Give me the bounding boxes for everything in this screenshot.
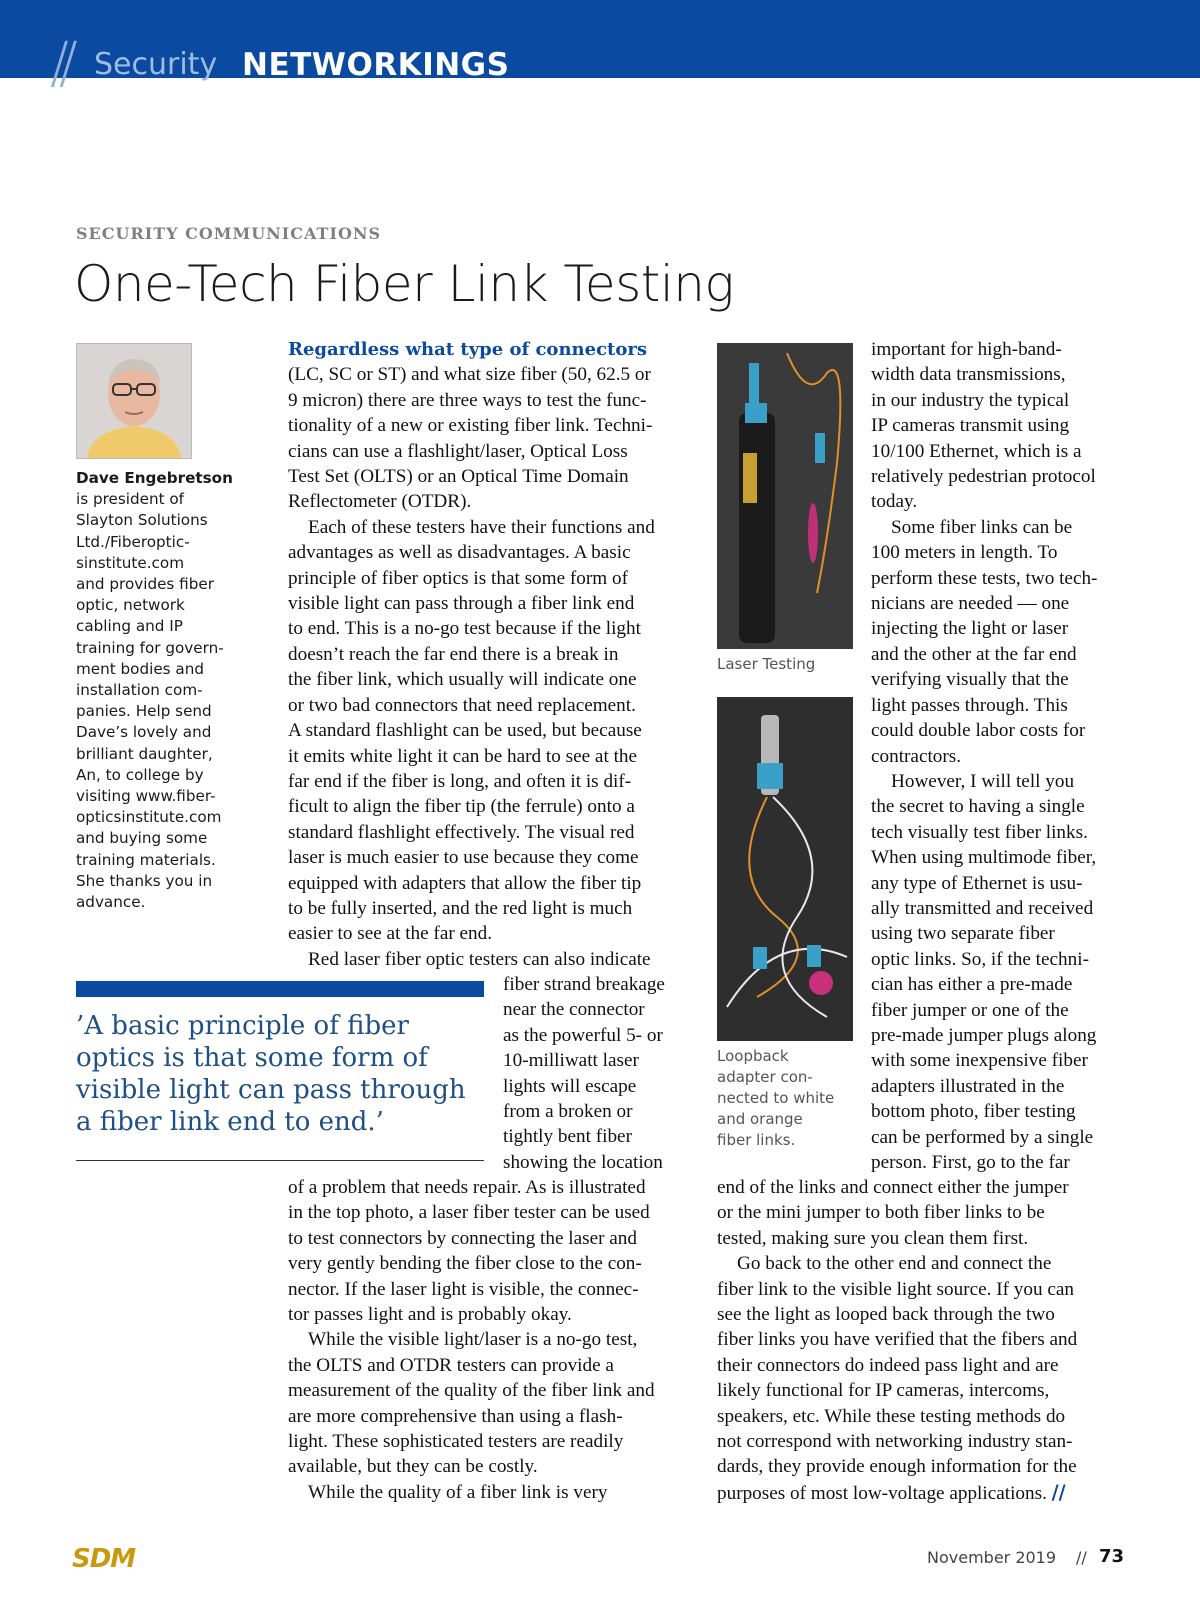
body-line: showing the location [503,1151,663,1173]
body-line: width data transmissions, [871,364,1066,386]
body-line: adapters illustrated in the [871,1075,1065,1097]
body-line: cian has either a pre-made [871,974,1073,996]
body-line: today. [871,491,918,513]
body-line: not correspond with networking industry stan- [717,1431,1073,1453]
body-line: are more comprehensive than using a flash- [288,1405,623,1427]
body-line: While the visible light/laser is a no-go test, [308,1329,638,1351]
body-line: from a broken or [503,1101,633,1123]
body-line: person. First, go to the far [871,1152,1070,1173]
body-line: the secret to having a single [871,796,1085,818]
page-number: 73 [1099,1546,1125,1567]
body-line: 9 micron) there are three ways to test the func- [288,389,647,411]
article-column-1-top [288,337,698,972]
body-line: laser is much easier to use because they come [288,847,639,869]
body-line: and the other at the far end [871,643,1077,665]
bio-line: advance. [76,893,146,912]
bio-line: ment bodies and [76,659,204,678]
footer-date: November 2019 [927,1548,1057,1567]
header-section-networkings: NETWORKINGS [242,47,510,83]
body-line: important for high-band- [871,339,1062,360]
body-line: any type of Ethernet is usu- [871,872,1083,894]
body-line: pre-made jumper plugs along [871,1024,1097,1046]
body-line: Each of these testers have their functions and [308,516,655,538]
bio-line: optic, network [76,596,185,615]
photo-loopback-caption [717,1046,857,1151]
body-line: (LC, SC or ST) and what size fiber (50, 62.5 or [288,364,651,386]
body-line: verifying visually that the [871,669,1069,691]
body-line: to be fully inserted, and the red light is much [288,897,633,919]
body-line: far end if the fiber is long, and often it is dif- [288,770,632,792]
body-line [717,1480,1137,1506]
body-line: standard flashlight effectively. The visual red [288,821,635,843]
lead-in: Regardless what type of connectors [288,339,647,360]
body-line: relatively pedestrian protocol [871,466,1096,488]
body-line: injecting the light or laser [871,618,1069,640]
bio-line: and buying some [76,829,208,848]
body-line: While the quality of a fiber link is very [308,1481,608,1503]
body-line: ficult to align the fiber tip (the ferrule) onto a [288,796,635,818]
body-line: as the powerful 5- or [503,1024,663,1046]
body-line: measurement of the quality of the fiber link and [288,1380,655,1402]
body-line: A standard flashlight can be used, but because [288,720,642,742]
bio-line: brilliant daughter, [76,744,213,763]
laser-tester-photo-icon [717,343,853,649]
body-line: 10/100 Ethernet, which is a [871,440,1082,462]
body-line: could double labor costs for [871,720,1086,742]
body-line: very gently bending the fiber close to the con- [288,1253,642,1275]
body-line: it emits white light it can be hard to see at the [288,745,638,767]
body-line: in the top photo, a laser fiber tester can be used [288,1202,650,1224]
caption-line: adapter con- [717,1068,813,1086]
body-line: Red laser fiber optic testers can also indicate [308,948,651,970]
article-kicker: SECURITY COMMUNICATIONS [76,224,382,243]
bio-line: visiting www.fiber- [76,787,216,806]
body-line: speakers, etc. While these testing methods do [717,1405,1066,1427]
photo-loopback-adapter [717,697,853,1041]
article-column-1-bottom [288,1175,698,1505]
body-line: doesn’t reach the far end there is a break in [288,643,619,665]
body-line: likely functional for IP cameras, intercoms, [717,1380,1050,1402]
body-line-last: purposes of most low-voltage applications. [717,1482,1047,1504]
body-line: near the connector [503,999,645,1021]
body-line: perform these tests, two tech- [871,567,1098,589]
caption-line: and orange [717,1110,803,1128]
body-line: can be performed by a single [871,1126,1094,1148]
body-line: light. These sophisticated testers are readily [288,1431,624,1453]
body-line: dards, they provide enough information for the [717,1456,1077,1478]
body-line: available, but they can be costly. [288,1456,538,1478]
body-line: fiber link to the visible light source. If you can [717,1278,1075,1300]
body-line: visible light can pass through a fiber link end [288,593,635,615]
bio-line: An, to college by [76,765,204,784]
sdm-logo: SDM [72,1544,136,1574]
caption-line: fiber links. [717,1131,796,1149]
caption-line: nected to white [717,1089,835,1107]
body-line: optic links. So, if the techni- [871,948,1089,970]
body-line: equipped with adapters that allow the fiber tip [288,872,642,894]
body-line: Some fiber links can be [891,516,1073,538]
bio-line: training for govern- [76,638,224,657]
body-line: the fiber link, which usually will indicate one [288,669,637,691]
body-line: ally transmitted and received [871,897,1094,919]
body-line: end of the links and connect either the jumper [717,1177,1069,1198]
footer-separator: // [1076,1548,1087,1567]
body-line: principle of fiber optics is that some form of [288,567,628,589]
body-line: their connectors do indeed pass light and are [717,1354,1059,1376]
body-line: tightly bent fiber [503,1126,632,1148]
bio-line: Slayton Solutions [76,511,208,530]
author-portrait-icon [77,344,191,458]
body-line: easier to see at the far end. [288,923,493,945]
photo-laser-testing [717,343,853,649]
article-column-2-bottom [717,1175,1137,1506]
body-line: cians can use a flashlight/laser, Optical Loss [288,440,628,462]
body-line: nector. If the laser light is visible, the connec- [288,1278,639,1300]
header-slash-mark: // [50,31,68,96]
author-photo [76,343,192,459]
body-line: tor passes light and is probably okay. [288,1304,572,1326]
body-line: nicians are needed — one [871,593,1070,615]
pull-quote-bar [76,981,484,997]
body-line: 100 meters in length. To [871,542,1058,564]
lead-line [288,337,698,362]
bio-line: She thanks you in [76,871,213,890]
bio-line: panies. Help send [76,702,212,721]
bio-line: sinstitute.com [76,553,184,572]
end-mark: // [1051,1480,1066,1504]
author-name: Dave Engebretson [76,469,233,487]
body-line: fiber links you have verified that the fibers and [717,1329,1078,1351]
article-title: One-Tech Fiber Link Testing [74,255,734,313]
author-bio [76,468,256,913]
body-line: or the mini jumper to both fiber links to be [717,1202,1045,1224]
body-line: lights will escape [503,1075,637,1097]
body-line: advantages as well as disadvantages. A basic [288,542,631,564]
body-line: Reflectometer (OTDR). [288,491,472,513]
bio-line: training materials. [76,850,216,869]
body-line: of a problem that needs repair. As is illustrated [288,1177,646,1198]
article-column-1-narrow [503,972,703,1175]
body-line: in our industry the typical [871,389,1070,411]
body-line: to test connectors by connecting the laser and [288,1227,637,1249]
bio-line: opticsinstitute.com [76,808,222,827]
body-line: IP cameras transmit using [871,415,1070,437]
bio-line: and provides fiber [76,575,214,594]
body-line: or two bad connectors that need replacement. [288,694,636,716]
body-line: 10-milliwatt laser [503,1050,639,1072]
author-bio-text [76,489,256,913]
bio-line: is president of [76,490,185,509]
body-line: bottom photo, fiber testing [871,1101,1076,1123]
loopback-adapter-photo-icon [717,697,853,1041]
body-line: Test Set (OLTS) or an Optical Time Domain [288,466,629,488]
body-line: to end. This is a no-go test because if the light [288,618,641,640]
article-column-2 [871,337,1131,1175]
pull-quote: ’A basic principle of fiber optics is that some form of visible light can pass through a fiber link end to end.’ [76,1011,466,1137]
bio-line: installation com- [76,681,203,700]
bio-line: Dave’s lovely and [76,723,212,742]
bio-line: cabling and IP [76,617,183,636]
body-line: Go back to the other end and connect the [737,1253,1052,1275]
header-section-security: Security [94,47,218,82]
body-line: tested, making sure you clean them first. [717,1227,1029,1249]
body-line: with some inexpensive fiber [871,1050,1088,1072]
body-line: light passes through. This [871,694,1068,716]
body-line: tionality of a new or existing fiber link. Techni- [288,415,653,437]
body-line: using two separate fiber [871,923,1055,945]
body-line: However, I will tell you [891,770,1075,792]
body-line: see the light as looped back through the two [717,1304,1055,1326]
pull-quote-rule [76,1160,484,1161]
bio-line: Ltd./Fiberoptic- [76,532,190,551]
body-line: tech visually test fiber links. [871,821,1088,843]
caption-line: Loopback [717,1047,789,1065]
body-line: fiber jumper or one of the [871,999,1069,1021]
photo-laser-testing-caption: Laser Testing [717,655,816,673]
body-line: contractors. [871,745,962,767]
body-line: When using multimode fiber, [871,847,1097,869]
body-line: the OLTS and OTDR testers can provide a [288,1354,614,1376]
body-line: fiber strand breakage [503,974,665,995]
